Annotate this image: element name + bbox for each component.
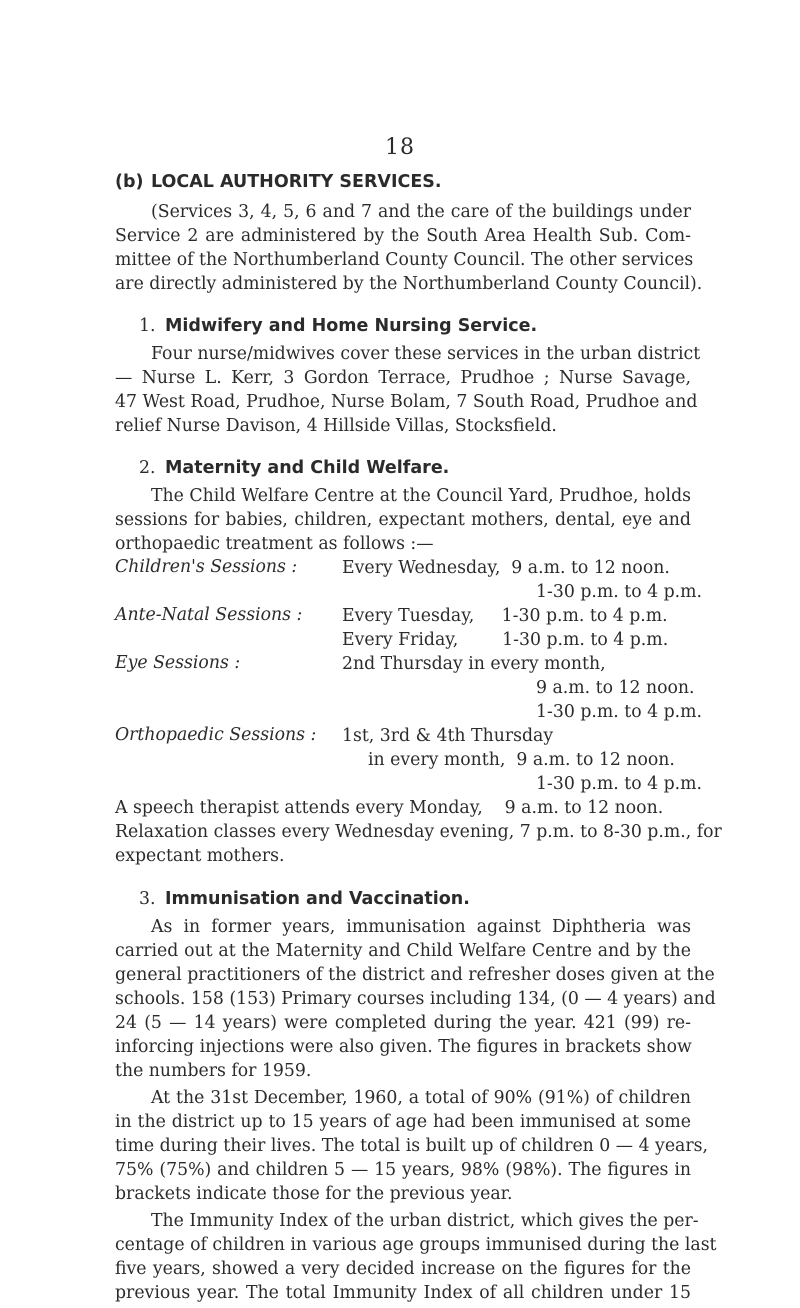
section-3-para3-line: five years, showed a very decided increase on the figures for the bbox=[115, 1259, 691, 1279]
session-label-eye: Eye Sessions : bbox=[115, 653, 241, 673]
section-3-para1-line: schools. 158 (153) Primary courses including 134, (0 — 4 years) and bbox=[115, 989, 716, 1009]
section-3-para1-line: the numbers for 1959. bbox=[115, 1061, 312, 1081]
section-3-para2-line: At the 31st December, 1960, a total of 90% (91%) of children bbox=[151, 1088, 691, 1108]
section-3-para2-line: time during their lives. The total is built up of children 0 — 4 years, bbox=[115, 1136, 708, 1156]
section-b-title: LOCAL AUTHORITY SERVICES. bbox=[151, 172, 442, 192]
session-line: 1-30 p.m. to 4 p.m. bbox=[536, 774, 703, 794]
section-2-number: 2. bbox=[139, 458, 156, 478]
section-2-line: orthopaedic treatment as follows :— bbox=[115, 534, 434, 554]
section-3-para1-line: 24 (5 — 14 years) were completed during the year. 421 (99) re- bbox=[115, 1013, 691, 1033]
section-1-line: relief Nurse Davison, 4 Hillside Villas, Stocksfield. bbox=[115, 416, 557, 436]
section-3-para2-line: 75% (75%) and children 5 — 15 years, 98% (98%). The figures in bbox=[115, 1160, 691, 1180]
section-1-line: Four nurse/midwives cover these services in the urban district bbox=[151, 344, 701, 364]
section-b-intro-line: mittee of the Northumberland County Council. The other services bbox=[115, 250, 694, 270]
section-1-number: 1. bbox=[139, 316, 156, 336]
session-label-orthopaedic: Orthopaedic Sessions : bbox=[115, 725, 317, 745]
section-3-para3-line: The Immunity Index of the urban district, which gives the per- bbox=[151, 1211, 699, 1231]
session-label-antenatal: Ante-Natal Sessions : bbox=[115, 605, 303, 625]
session-line: Every Wednesday, 9 a.m. to 12 noon. bbox=[342, 558, 670, 578]
section-1-line: — Nurse L. Kerr, 3 Gordon Terrace, Prudhoe ; Nurse Savage, bbox=[115, 368, 691, 388]
session-line: Every Tuesday, 1-30 p.m. to 4 p.m. bbox=[342, 606, 668, 626]
session-line: in every month, 9 a.m. to 12 noon. bbox=[368, 750, 675, 770]
section-3-title: Immunisation and Vaccination. bbox=[165, 889, 470, 909]
section-b-intro-line: Service 2 are administered by the South Area Health Sub. Com- bbox=[115, 226, 691, 246]
section-2-line: sessions for babies, children, expectant mothers, dental, eye and bbox=[115, 510, 691, 530]
section-3-para1-line: As in former years, immunisation against Diphtheria was bbox=[151, 917, 691, 937]
section-b-intro-line: (Services 3, 4, 5, 6 and 7 and the care of the buildings under bbox=[151, 202, 691, 222]
session-line: 9 a.m. to 12 noon. bbox=[536, 678, 695, 698]
section-3-para2-line: brackets indicate those for the previous year. bbox=[115, 1184, 513, 1204]
section-3-para1-line: general practitioners of the district and refresher doses given at the bbox=[115, 965, 715, 985]
relaxation-line: Relaxation classes every Wednesday evening, 7 p.m. to 8-30 p.m., for bbox=[115, 822, 722, 842]
section-1-title: Midwifery and Home Nursing Service. bbox=[165, 316, 538, 336]
section-b-intro-line: are directly administered by the Northumberland County Council). bbox=[115, 274, 703, 294]
session-line: 1st, 3rd & 4th Thursday bbox=[342, 726, 554, 746]
section-1-line: 47 West Road, Prudhoe, Nurse Bolam, 7 South Road, Prudhoe and bbox=[115, 392, 698, 412]
section-3-para2-line: in the district up to 15 years of age had been immunised at some bbox=[115, 1112, 691, 1132]
session-line: 2nd Thursday in every month, bbox=[342, 654, 606, 674]
speech-therapist-line: A speech therapist attends every Monday, 9 a.m. to 12 noon. bbox=[115, 798, 664, 818]
session-line: 1-30 p.m. to 4 p.m. bbox=[536, 582, 703, 602]
page-number: 18 bbox=[385, 135, 415, 160]
session-line: 1-30 p.m. to 4 p.m. bbox=[536, 702, 703, 722]
section-3-para1-line: inforcing injections were also given. The figures in brackets show bbox=[115, 1037, 692, 1057]
section-2-title: Maternity and Child Welfare. bbox=[165, 458, 450, 478]
session-line: Every Friday, 1-30 p.m. to 4 p.m. bbox=[342, 630, 669, 650]
section-3-para1-line: carried out at the Maternity and Child Welfare Centre and by the bbox=[115, 941, 691, 961]
section-2-line: The Child Welfare Centre at the Council Yard, Prudhoe, holds bbox=[151, 486, 691, 506]
relaxation-line: expectant mothers. bbox=[115, 846, 285, 866]
section-b-marker: (b) bbox=[115, 172, 144, 192]
section-3-para3-line: centage of children in various age groups immunised during the last bbox=[115, 1235, 717, 1255]
session-label-children: Children's Sessions : bbox=[115, 557, 298, 577]
section-3-para3-line: previous year. The total Immunity Index of all children under 15 bbox=[115, 1283, 691, 1303]
section-3-number: 3. bbox=[139, 889, 156, 909]
